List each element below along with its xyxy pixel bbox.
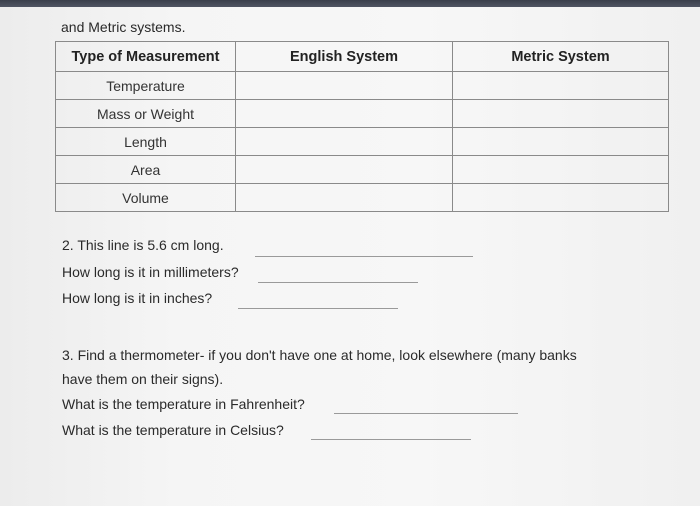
- row-label-mass-or-weight: Mass or Weight: [56, 100, 236, 128]
- row-label-volume: Volume: [56, 184, 236, 212]
- table-row: [56, 100, 669, 128]
- q3-celsius-question: What is the temperature in Celsius?: [62, 422, 284, 438]
- q2-answer-blank-mm: [258, 282, 418, 283]
- cell-metric-temperature: [453, 72, 669, 100]
- table-header-row: [56, 42, 669, 72]
- row-label-temperature: Temperature: [56, 72, 236, 100]
- measurement-table: [55, 41, 669, 212]
- cell-metric-length: [453, 128, 669, 156]
- intro-text: and Metric systems.: [61, 19, 186, 35]
- q2-line-length: 2. This line is 5.6 cm long.: [62, 237, 224, 253]
- q2-answer-blank-1: [255, 256, 473, 257]
- q3-fahrenheit-question: What is the temperature in Fahrenheit?: [62, 396, 305, 412]
- table-row: [56, 156, 669, 184]
- cell-english-mass: [236, 100, 453, 128]
- header-english-system: English System: [236, 42, 453, 72]
- cell-metric-volume: [453, 184, 669, 212]
- q2-millimeters-question: How long is it in millimeters?: [62, 264, 239, 280]
- table-row: [56, 184, 669, 212]
- q3-instruction-line2: have them on their signs).: [62, 371, 224, 387]
- worksheet-page: [0, 7, 700, 506]
- window-top-bar: [0, 0, 700, 7]
- q2-answer-blank-inches: [238, 308, 398, 309]
- cell-metric-mass: [453, 100, 669, 128]
- q3-instruction-line1: 3. Find a thermometer- if you don't have one at home, look elsewhere (many banks: [62, 347, 577, 363]
- cell-metric-area: [453, 156, 669, 184]
- q3-answer-blank-fahrenheit: [334, 413, 518, 414]
- cell-english-length: [236, 128, 453, 156]
- q2-inches-question: How long is it in inches?: [62, 290, 213, 306]
- table-row: [56, 128, 669, 156]
- q3-answer-blank-celsius: [311, 439, 471, 440]
- cell-english-volume: [236, 184, 453, 212]
- row-label-area: Area: [56, 156, 236, 184]
- cell-english-area: [236, 156, 453, 184]
- table-row: [56, 72, 669, 100]
- row-label-length: Length: [56, 128, 236, 156]
- header-type-of-measurement: Type of Measurement: [56, 42, 236, 72]
- header-metric-system: Metric System: [453, 42, 669, 72]
- cell-english-temperature: [236, 72, 453, 100]
